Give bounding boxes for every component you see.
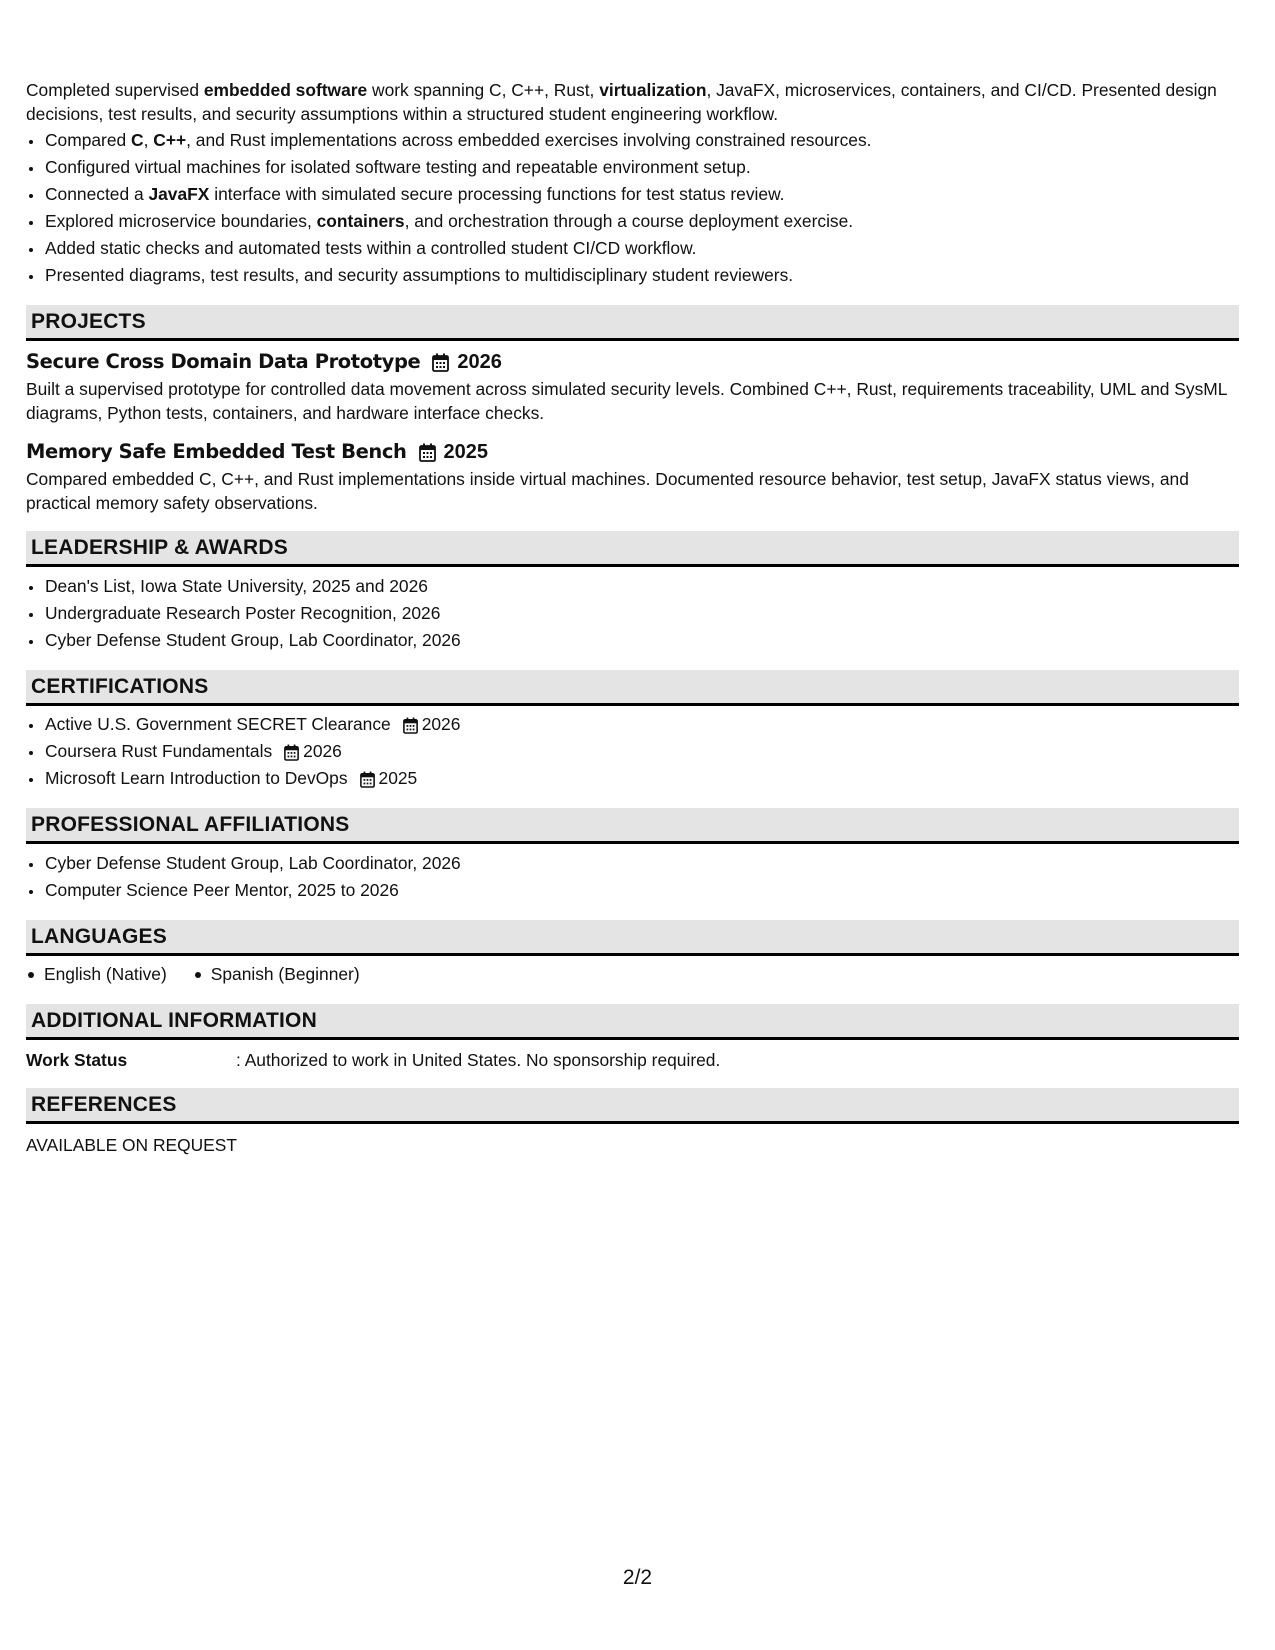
calendar-icon <box>432 353 449 372</box>
page-number: 2/2 <box>622 1566 653 1589</box>
project-title: Memory Safe Embedded Test Bench <box>26 440 407 463</box>
additional-info-section <box>26 1004 1239 1072</box>
section-heading: LEADERSHIP & AWARDS <box>26 531 1239 567</box>
list-item: • Computer Science Peer Mentor, 2025 to 2026 <box>44 877 1239 904</box>
info-row <box>26 1048 1239 1072</box>
certification-name: Coursera Rust Fundamentals <box>45 741 273 761</box>
list-item <box>44 765 1239 792</box>
certification-year: 2025 <box>378 768 418 788</box>
experience-bullets <box>26 127 1239 289</box>
affiliations-section <box>26 808 1239 904</box>
project-entry <box>26 439 1239 515</box>
project-entry <box>26 349 1239 425</box>
list-item: English (Native) <box>26 961 167 988</box>
references-section <box>26 1088 1239 1157</box>
project-description: Compared embedded C, C++, and Rust implementations inside virtual machines. Documented resource behavior, test setup, JavaFX status views, and practical memory safety observations. <box>26 469 1189 513</box>
section-heading: CERTIFICATIONS <box>26 670 1239 706</box>
project-year: 2025 <box>443 441 489 463</box>
certification-name: Active U.S. Government SECRET Clearance <box>45 714 391 734</box>
experience-summary: Completed supervised embedded software work spanning C, C++, Rust, virtualization, JavaFX, microservices, containers, and CI/CD. Presented design decisions, test results, and security assumptions within a structured student engineering workflow. <box>26 80 1217 124</box>
calendar-icon <box>419 443 436 462</box>
section-heading: PROJECTS <box>26 305 1239 341</box>
section-heading: REFERENCES <box>26 1088 1239 1124</box>
list-item: • Presented diagrams, test results, and security assumptions to multidisciplinary student reviewers. <box>44 262 1239 289</box>
list-item: • Cyber Defense Student Group, Lab Coordinator, 2026 <box>44 850 1239 877</box>
references-text: AVAILABLE ON REQUEST <box>26 1135 238 1155</box>
calendar-icon <box>284 744 299 761</box>
section-heading: ADDITIONAL INFORMATION <box>26 1004 1239 1040</box>
list-item: • Compared C, C++, and Rust implementations across embedded exercises involving constrained resources. <box>44 127 1239 154</box>
list-item: • Explored microservice boundaries, containers, and orchestration through a course deployment exercise. <box>44 208 1239 235</box>
certification-year: 2026 <box>421 714 461 734</box>
list-item <box>44 738 1239 765</box>
leadership-section <box>26 531 1239 654</box>
calendar-icon <box>360 771 375 788</box>
calendar-icon <box>403 717 418 734</box>
list-item: • Connected a JavaFX interface with simulated secure processing functions for test status review. <box>44 181 1239 208</box>
list-item <box>44 711 1239 738</box>
list-item: • Added static checks and automated tests within a controlled student CI/CD workflow. <box>44 235 1239 262</box>
list-item: • Dean's List, Iowa State University, 2025 and 2026 <box>44 573 1239 600</box>
info-label: Work Status <box>26 1050 128 1070</box>
list-item: • Cyber Defense Student Group, Lab Coordinator, 2026 <box>44 627 1239 654</box>
projects-section <box>26 305 1239 515</box>
certification-year: 2026 <box>303 741 342 761</box>
list-item: • Undergraduate Research Poster Recognition, 2026 <box>44 600 1239 627</box>
list-item: Spanish (Beginner) <box>193 961 360 988</box>
project-description: Built a supervised prototype for controlled data movement across simulated security levels. Combined C++, Rust, requirements traceability, UML and SysML diagrams, Python tests, containers, and hardware interface checks. <box>26 379 1227 423</box>
section-heading: LANGUAGES <box>26 920 1239 956</box>
section-heading: PROFESSIONAL AFFILIATIONS <box>26 808 1239 844</box>
project-year: 2026 <box>457 351 502 373</box>
info-value: : Authorized to work in United States. No sponsorship required. <box>236 1050 721 1070</box>
languages-section <box>26 920 1239 988</box>
certifications-section <box>26 670 1239 792</box>
list-item: • Configured virtual machines for isolated software testing and repeatable environment setup. <box>44 154 1239 181</box>
project-title: Secure Cross Domain Data Prototype <box>26 350 421 373</box>
certification-name: Microsoft Learn Introduction to DevOps <box>45 768 348 788</box>
